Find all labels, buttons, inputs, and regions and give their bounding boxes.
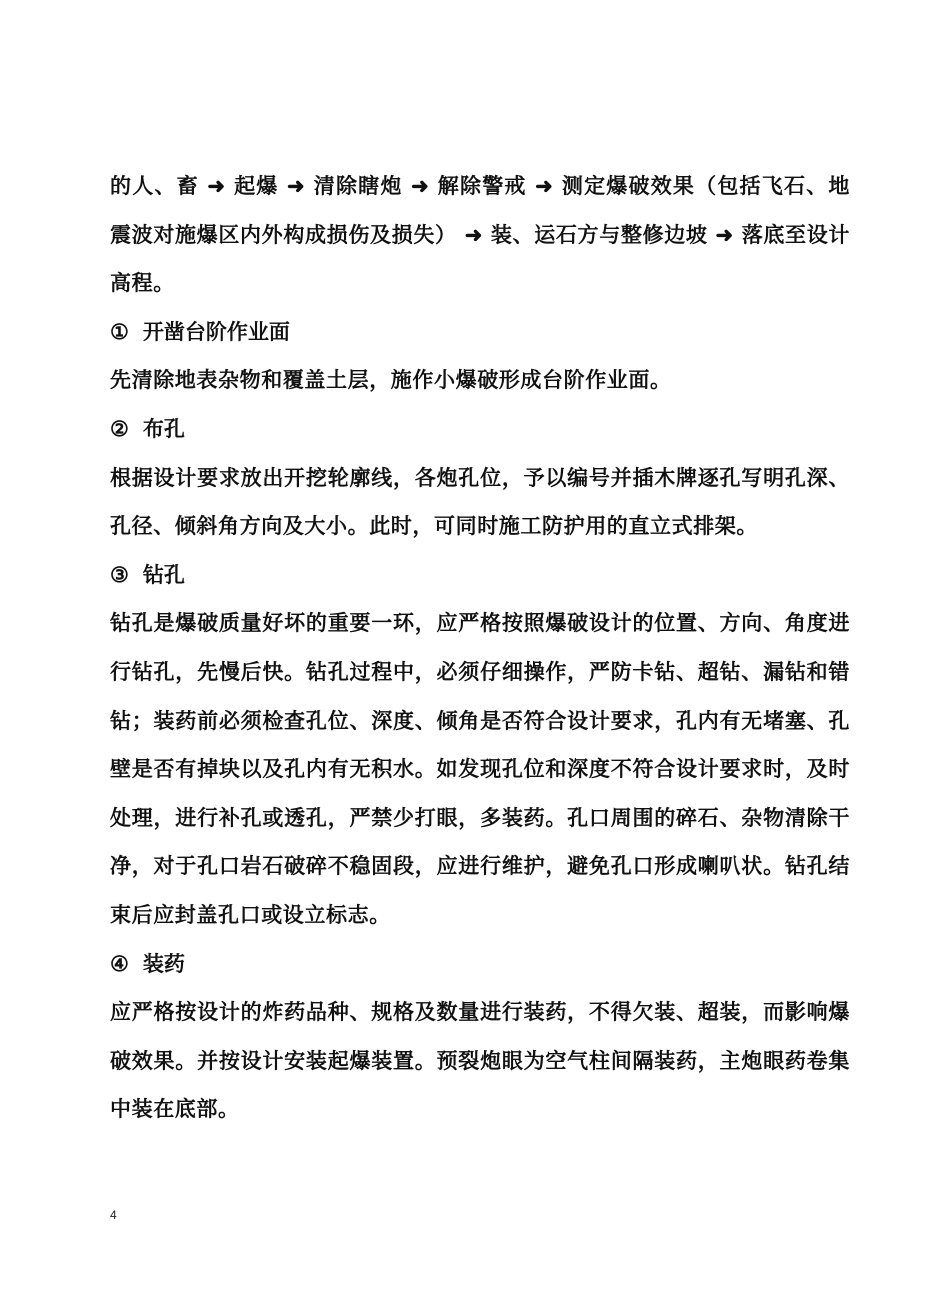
section-title: 开凿台阶作业面 [142, 318, 290, 344]
section-body: 应严格按设计的炸药品种、规格及数量进行装药，不得欠装、超装，而影响爆破效果。并按设计安装起爆装置。预裂炮眼为空气柱间隔装药，主炮眼药卷集中装在底部。 [110, 999, 850, 1122]
section-excavation-bench [110, 308, 850, 405]
section-charging [110, 940, 850, 1134]
section-title: 钻孔 [142, 561, 185, 587]
section-body: 钻孔是爆破质量好坏的重要一环，应严格按照爆破设计的位置、方向、角度进行钻孔，先慢后快。钻孔过程中，必须仔细操作，严防卡钻、超钻、漏钻和错钻；装药前必须检查孔位、深度、倾角是否符合设计要求，孔内有无堵塞、孔壁是否有掉块以及孔内有无积水。如发现孔位和深度不符合设计要求时，及时处理，进行补孔或透孔，严禁少打眼，多装药。孔口周围的碎石、杂物清除干净，对于孔口岩石破碎不稳固段，应进行维护，避免孔口形成喇叭状。钻孔结束后应封盖孔口或设立标志。 [110, 610, 850, 927]
section-title: 装药 [142, 950, 185, 976]
section-heading [110, 940, 850, 989]
section-title: 布孔 [142, 415, 185, 441]
section-body: 根据设计要求放出开挖轮廓线，各炮孔位，予以编号并插木牌逐孔写明孔深、孔径、倾斜角方向及大小。此时，可同时施工防护用的直立式排架。 [110, 464, 850, 539]
section-heading [110, 308, 850, 357]
section-body: 先清除地表杂物和覆盖土层，施作小爆破形成台阶作业面。 [110, 367, 672, 393]
intro-paragraph: 的人、畜 ➜ 起爆 ➜ 清除瞎炮 ➜ 解除警戒 ➜ 测定爆破效果（包括飞石、地震波对施爆区内外构成损伤及损失） ➜ 装、运石方与整修边坡 ➜ 落底至设计高程。 [110, 173, 850, 296]
section-heading [110, 551, 850, 600]
section-hole-layout [110, 405, 850, 551]
page-content [110, 162, 850, 1134]
section-number: ④ [110, 950, 129, 976]
section-heading [110, 405, 850, 454]
section-number: ② [110, 415, 129, 441]
section-number: ① [110, 318, 129, 344]
section-drilling [110, 551, 850, 940]
page-number: 4 [110, 1208, 117, 1222]
section-number: ③ [110, 561, 129, 587]
